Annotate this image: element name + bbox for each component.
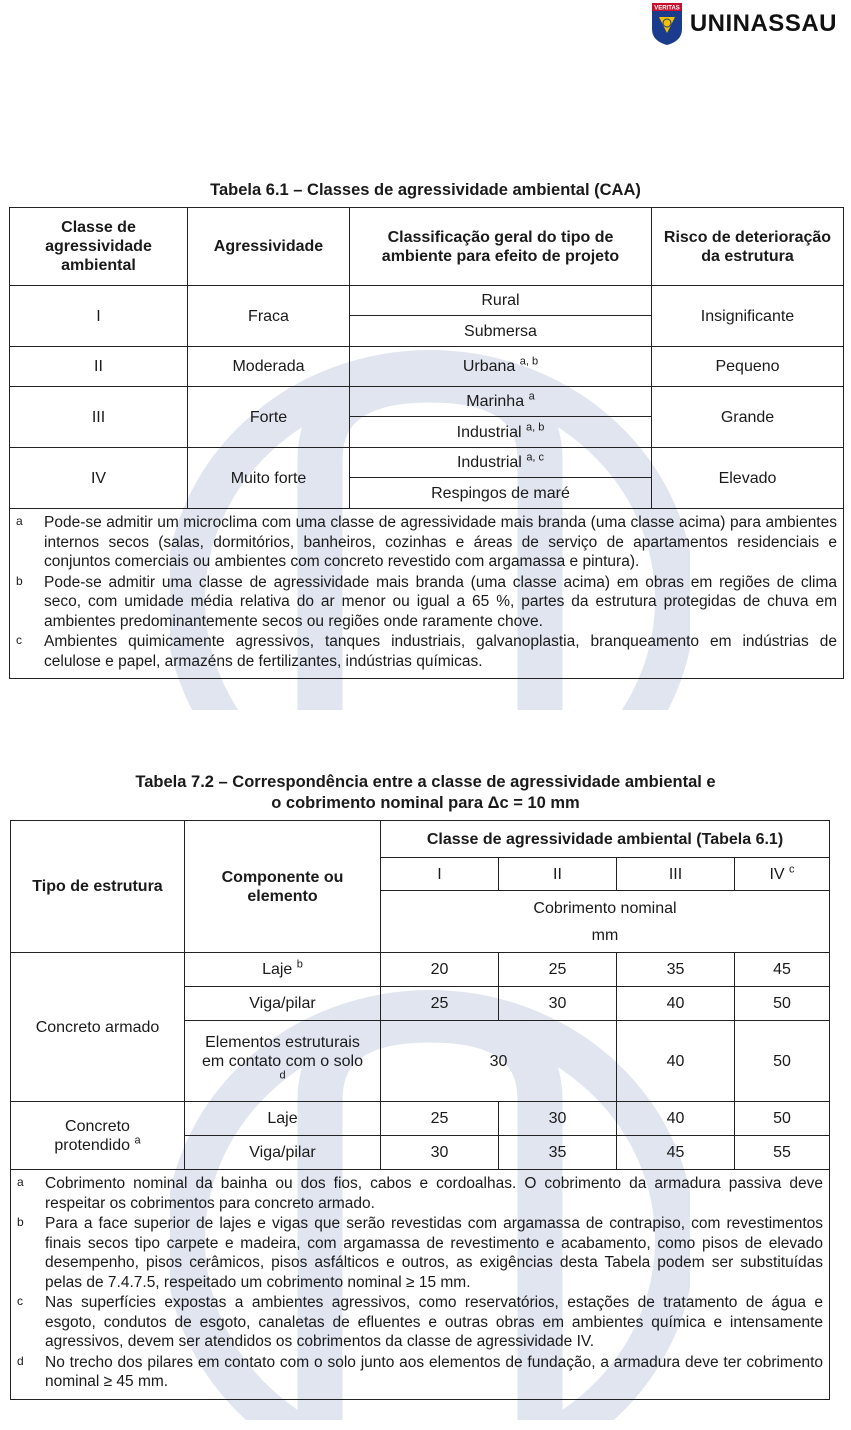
table-row (10, 286, 844, 316)
footnote-text: Nas superfícies expostas a ambientes agressivos, como reservatórios, estações de tratamento de água e esgoto, condutos de esgoto, canaletas de efluentes e outras obras em ambientes química e intensamente agressivos, devem ser atendidos os cobrimentos da classe de agressividade IV. (45, 1294, 823, 1350)
footnote-mark: d (279, 1069, 286, 1082)
value-cell: 25 (381, 987, 499, 1021)
ambiente-cell (350, 387, 652, 417)
footnote-mark: a (528, 390, 535, 403)
table1-header-row (10, 208, 844, 286)
footnote-mark: b (296, 958, 303, 971)
table-row (10, 448, 844, 478)
table2-notes (11, 1170, 830, 1400)
footnote-text: No trecho dos pilares em contato com o solo junto aos elementos de fundação, a armadura deve ter cobrimento nominal ≥ 45 mm. (45, 1353, 823, 1390)
classe-cell: I (10, 286, 188, 347)
ambiente-cell: Respingos de maré (350, 478, 652, 509)
componente-cell: Viga/pilar (185, 987, 381, 1021)
footnote-text: Pode-se admitir um microclima com uma classe de agressividade mais branda (uma classe acima) para ambientes internos secos (salas, dormitórios, banheiros, cozinhas e áreas de serviço de apartamentos residenciais e conjuntos comerciais ou ambientes com concreto revestido com argamassa e pintura). (44, 514, 837, 570)
value-cell: 25 (499, 953, 617, 987)
agressividade-cell: Moderada (188, 347, 350, 387)
cobrimento-header (381, 891, 830, 953)
ambiente-cell (350, 347, 652, 387)
table-7-2 (10, 820, 830, 1400)
table1-notes-row (10, 509, 844, 679)
header-tipo: Tipo de estrutura (11, 821, 185, 953)
value-cell: 45 (735, 953, 830, 987)
footnote-mark: b (16, 573, 23, 588)
class-i: I (381, 858, 499, 891)
unit-label: mm (591, 926, 619, 944)
table2-header-row (11, 821, 830, 858)
class-iii: III (617, 858, 735, 891)
agressividade-cell: Muito forte (188, 448, 350, 509)
value-cell: 45 (617, 1136, 735, 1170)
footnote-mark: b (17, 1215, 24, 1229)
value-cell: 35 (617, 953, 735, 987)
footnote-mark: c (16, 633, 22, 647)
footnote-mark: a, b (526, 421, 545, 434)
value-cell: 50 (735, 1102, 830, 1136)
value-cell: 40 (617, 1021, 735, 1102)
value-cell: 55 (735, 1136, 830, 1170)
table-row (11, 1102, 830, 1136)
agressividade-cell: Fraca (188, 286, 350, 347)
value-cell: 40 (617, 1102, 735, 1136)
value-cell: 30 (381, 1021, 617, 1102)
header-risco: Risco de deterioração da estrutura (652, 208, 844, 286)
table-6-1 (9, 207, 844, 679)
shield-icon (650, 3, 684, 45)
table-row (10, 347, 844, 387)
componente-text: Elementos estruturais em contato com o solo (202, 1033, 363, 1070)
value-cell: 30 (499, 987, 617, 1021)
footnote-mark: a (16, 514, 23, 528)
footnote (17, 1293, 823, 1352)
ambiente-cell: Submersa (350, 316, 652, 347)
class-ii: II (499, 858, 617, 891)
class-iv (735, 858, 830, 891)
table2-title-line2: o cobrimento nominal para Δc = 10 mm (271, 794, 580, 812)
header-classe: Classe de agressividade ambiental (10, 208, 188, 286)
header-classe: Classe de agressividade ambiental (Tabela 6.1) (381, 821, 830, 858)
risco-cell: Insignificante (652, 286, 844, 347)
footnote (17, 1353, 823, 1392)
brand-name: UNINASSAU (689, 10, 837, 37)
footnote-text: Ambientes quimicamente agressivos, tanques industriais, galvanoplastia, branqueamento em indústrias de celulose e papel, armazéns de fertilizantes, indústrias químicas. (44, 633, 837, 670)
footnote-text: Para a face superior de lajes e vigas que serão revestidas com argamassa de contrapiso, com revestimentos finais secos tipo carpete e madeira, com argamassa de revestimento e acabamento, como pisos de elevado desempenho, pisos cerâmicos, pisos asfálticos e outros, as exigências desta Tabela podem ser substituídas pelas de 7.4.7.5, respeitado um cobrimento nominal ≥ 15 mm. (45, 1215, 823, 1291)
classe-cell: IV (10, 448, 188, 509)
footnote-mark: c (17, 1294, 23, 1308)
footnote (16, 632, 837, 671)
footnote-text: Cobrimento nominal da bainha ou dos fios, cabos e cordoalhas. O cobrimento da armadura passiva deve respeitar os cobrimentos para concreto armado. (45, 1175, 823, 1212)
componente-cell (185, 953, 381, 987)
value-cell: 35 (499, 1136, 617, 1170)
risco-cell: Elevado (652, 448, 844, 509)
ambiente-text: Industrial (456, 454, 522, 471)
classe-cell: II (10, 347, 188, 387)
table1-title: Tabela 6.1 – Classes de agressividade ambiental (CAA) (210, 181, 641, 199)
footnote-mark: c (789, 863, 795, 876)
value-cell: 50 (735, 987, 830, 1021)
componente-cell (185, 1021, 381, 1102)
footnote-mark: a, b (519, 355, 539, 368)
risco-cell: Pequeno (652, 347, 844, 387)
value-cell: 40 (617, 987, 735, 1021)
componente-cell: Viga/pilar (185, 1136, 381, 1170)
ambiente-text: Industrial (456, 423, 522, 441)
ambiente-text: Urbana (462, 358, 516, 375)
tipo-cell (11, 1102, 185, 1170)
value-cell: 50 (735, 1021, 830, 1102)
componente-cell: Laje (185, 1102, 381, 1136)
footnote-mark: a (134, 1134, 141, 1147)
risco-cell: Grande (652, 387, 844, 448)
cobrimento-label: Cobrimento nominal (533, 899, 677, 917)
footnote-mark: a (17, 1175, 24, 1189)
table1-notes (10, 509, 844, 679)
footnote-text: Pode-se admitir uma classe de agressividade mais branda (uma classe acima) em obras em regiões de clima seco, com umidade média relativa do ar menor ou igual a 65 %, partes da estrutura protegidas de chuva em ambientes predominantemente secos ou regiões onde raramente chove. (44, 573, 837, 630)
class-iv-label: IV (769, 865, 785, 883)
table-row (11, 953, 830, 987)
footnote-mark: a, c (526, 451, 545, 464)
value-cell: 25 (381, 1102, 499, 1136)
header-componente: Componente ou elemento (185, 821, 381, 953)
ambiente-cell (350, 448, 652, 478)
value-cell: 30 (381, 1136, 499, 1170)
tipo-text: Concreto protendido (54, 1117, 131, 1154)
ambiente-cell: Rural (350, 286, 652, 316)
value-cell: 20 (381, 953, 499, 987)
footnote (17, 1174, 823, 1213)
ambiente-cell (350, 417, 652, 448)
componente-text: Laje (262, 961, 293, 978)
table-row (10, 387, 844, 417)
agressividade-cell: Forte (188, 387, 350, 448)
footnote (17, 1214, 823, 1292)
ambiente-text: Marinha (466, 393, 525, 410)
header-classificacao: Classificação geral do tipo de ambiente para efeito de projeto (350, 208, 652, 286)
uninassau-logo (650, 3, 837, 45)
table2-title-line1: Tabela 7.2 – Correspondência entre a classe de agressividade ambiental e (135, 773, 716, 791)
table2-notes-row (11, 1170, 830, 1400)
footnote (16, 573, 837, 632)
footnote (16, 513, 837, 572)
value-cell: 30 (499, 1102, 617, 1136)
header-agressividade: Agressividade (188, 208, 350, 286)
footnote-mark: d (17, 1353, 24, 1368)
tipo-cell: Concreto armado (11, 953, 185, 1102)
shield-label: VERITAS (654, 5, 680, 12)
classe-cell: III (10, 387, 188, 448)
